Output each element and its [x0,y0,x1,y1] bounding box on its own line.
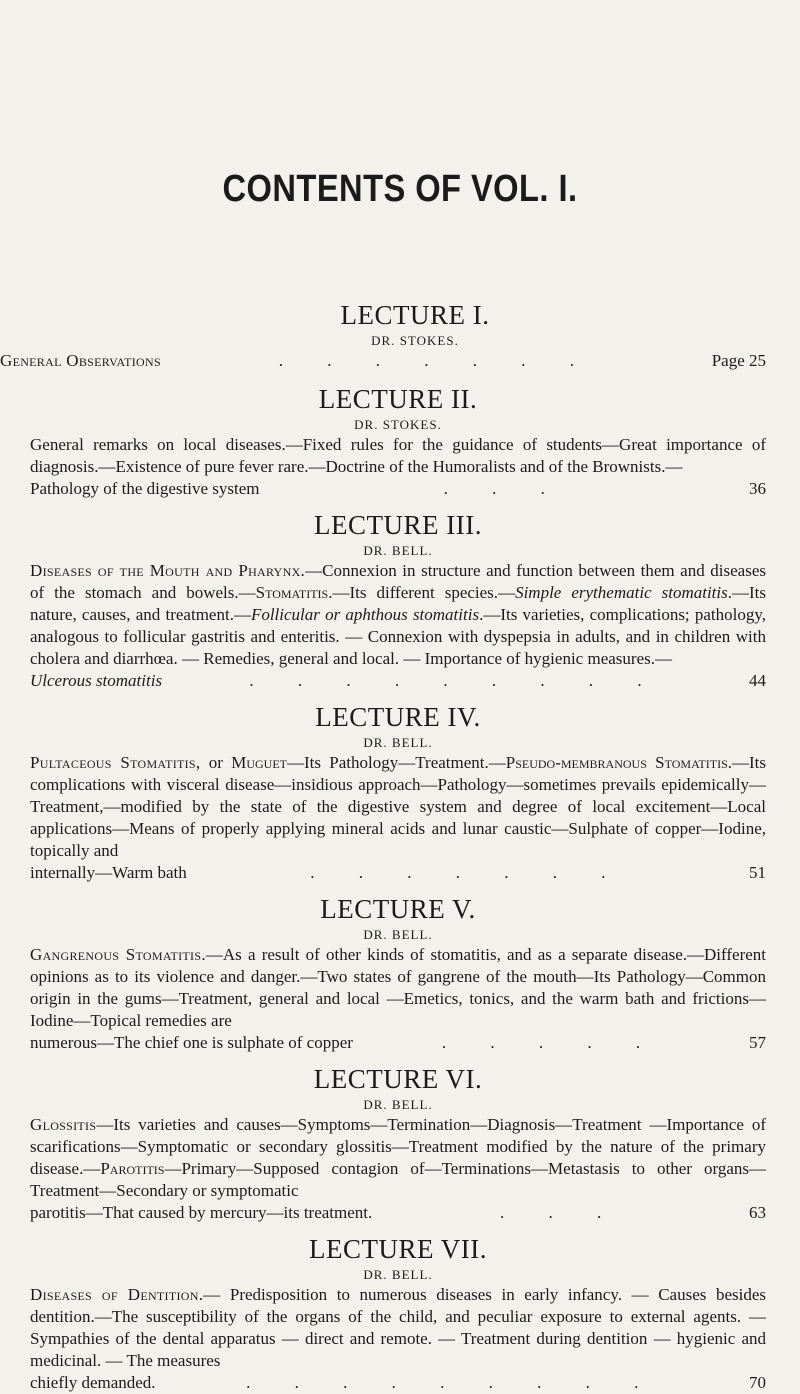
dot-leader: . . . [443,479,565,498]
summary-text: —As a result of other kinds of stomatitis, and as a separate disease.—Different opinions as to its violence and danger.—Two states of gangrene of the mouth—Its Pathology—Common origin in the gums—Treatment, general and local —Emetics, tonics, and the warm bath and frictions—Iodine—Topical remedies are [30,945,766,1030]
summary-last-text: parotitis—That caused by mercury—its treatment. [30,1203,373,1222]
summary-text: .—Its complications with visceral disease—insidious approach—Pathology—sometimes prevails epidemically—Treatment,—modified by the state of the digestive system and degree of local excitement—Local applications—Means of properly applying mineral acids and lunar caustic—Sulphate of copper—Iodine, topically and [30,753,766,860]
lecture-2 [30,384,766,500]
lecture-title: LECTURE VI. [313,1064,483,1094]
summary-text: Parotitis [100,1159,165,1178]
summary-last-line [30,1202,766,1224]
summary-last-text: Ulcerous stomatitis [30,671,163,690]
summary-text: —Its varieties and causes—Symptoms—Termination—Diagnosis—Treatment —Importance of scarifications—Symptomatic or secondary glossitis—Treatment modified by the nature of the primary disease.— [30,1115,766,1178]
summary-last-line [30,478,766,500]
lecture-title: LECTURE VII. [309,1234,487,1264]
lecture-author: DR. BELL. [363,543,433,558]
dot-leader: . . . . . . . [278,351,594,370]
summary-text: Pseudo-membranous Stomatitis [505,753,728,772]
summary-text: —Its Pathology—Treatment.— [287,753,506,772]
summary-last-text: Pathology of the digestive system [30,479,260,498]
lecture-title: LECTURE IV. [315,702,481,732]
summary-head: General Observations [0,351,161,370]
lecture-4 [30,702,766,884]
lecture-author: DR. BELL. [363,1097,433,1112]
lecture-author: DR. STOKES. [354,417,442,432]
dot-leader: . . . . . . . . . [249,671,662,690]
lecture-summary [30,752,766,862]
summary-head: Gangrenous Stomatitis. [30,945,206,964]
summary-last-text: numerous—The chief one is sulphate of copper [30,1033,353,1052]
lecture-author: DR. BELL. [363,1267,433,1282]
summary-head: Glossitis [30,1115,97,1134]
dot-leader: . . . . . . . [310,863,626,882]
lecture-5 [30,894,766,1054]
lecture-summary [30,1284,766,1372]
lecture-summary [30,434,766,478]
page-title: CONTENTS OF VOL. I. [222,168,578,210]
page-number: Page 25 [711,351,766,370]
lecture-summary [30,944,766,1032]
lecture-title: LECTURE III. [314,510,482,540]
lecture-7 [30,1234,766,1394]
summary-text: —Connexion in structure and function between them and diseases of the stomach and bowels.— [30,561,766,602]
summary-head: Diseases of Dentition. [30,1285,204,1304]
lecture-1 [0,300,766,372]
page-number: 63 [749,1203,766,1222]
summary-last-text: chiefly demanded. [30,1373,156,1392]
lecture-6 [30,1064,766,1224]
summary-text: .—Its different species.— [328,583,516,602]
summary-text: Simple erythematic stomatitis [515,583,728,602]
summary-head: Diseases of the Mouth and Pharynx. [30,561,306,580]
summary-text: .—Its nature, causes, and treatment.— [30,583,766,624]
summary-text: .—Its varieties, complications; pathology, analogous to follicular gastritis and enteritis. — Connexion with dyspepsia in adults, and in children with cholera and diarrhœa. — Remedies, general and local. — Importance of hygienic measures.— [30,605,766,668]
summary-text: —Primary—Supposed contagion of—Terminations—Metastasis to other organs—Treatment—Secondary or symptomatic [30,1159,766,1200]
dot-leader: . . . . . . . . . [246,1373,659,1392]
page-number: 44 [749,671,766,690]
lecture-title: LECTURE I. [340,300,490,330]
lecture-author: DR. STOKES. [371,333,459,348]
page-number: 70 [749,1373,766,1392]
summary-last-text: internally—Warm bath [30,863,187,882]
summary-text: General remarks on local diseases.—Fixed rules for the guidance of students—Great importance of diagnosis.—Existence of pure fever rare.—Doctrine of the Humoralists and of the Brownists.— [30,435,766,476]
summary-text: Stomatitis [255,583,329,602]
summary-text: — Predisposition to numerous diseases in early infancy. — Causes besides dentition.—The susceptibility of the organs of the child, and peculiar exposure to external agents. — Sympathies of the dental apparatus — direct and remote. — Treatment during dentition — hygienic and medicinal. — The measures [30,1285,766,1370]
summary-text: Muguet [231,753,287,772]
summary-text: Follicular or aphthous stomatitis [250,605,480,624]
lecture-summary [30,560,766,670]
lecture-author: DR. BELL. [363,735,433,750]
dot-leader: . . . . . [441,1033,661,1052]
lecture-3 [30,510,766,692]
page-number: 51 [749,863,766,882]
lecture-summary [0,350,766,372]
summary-text: or [200,753,232,772]
lecture-title: LECTURE V. [320,894,476,924]
page-number: 57 [749,1033,766,1052]
summary-head: Pultaceous Stomatitis, [30,753,201,772]
summary-last-line [30,670,766,692]
summary-last-line [30,1372,766,1394]
lecture-title: LECTURE II. [318,384,478,414]
summary-last-line [30,1032,766,1054]
lecture-list [30,384,766,1394]
lecture-author: DR. BELL. [363,927,433,942]
page-number: 36 [749,479,766,498]
lecture-summary [30,1114,766,1202]
dot-leader: . . . [500,1203,622,1222]
summary-last-line [30,862,766,884]
